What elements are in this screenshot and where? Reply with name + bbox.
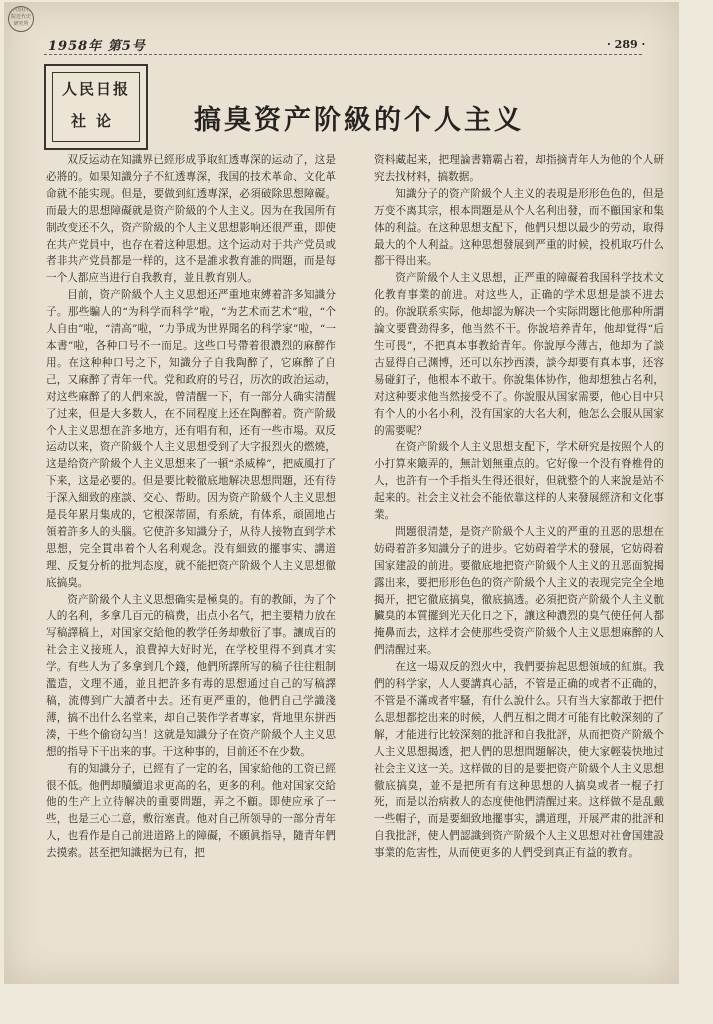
newspaper-page	[4, 2, 679, 984]
issue-label: 1958年 第5号	[48, 39, 146, 54]
right-column	[374, 152, 664, 862]
library-stamp	[8, 6, 34, 32]
column-box	[44, 64, 148, 150]
stamp-text: 中国社科院近代史研究所	[10, 7, 31, 27]
left-column	[46, 152, 336, 862]
paragraph: 在这一場双反的烈火中，我們要拚起思想領域的紅旗。我們的科学家，人人要講真心話，不管是正确的或者不正确的，不管是不滿或者牢騷，有什么說什么。只有当大家都敢于把什么思想都挖出来的时候，人們互相之間才可能有比較深刻的了解，才能进行比较深刻的批評和自我批評，从而把资产阶級个人主义思想揭透，把人們的思想問題解决，使大家輕装快地过社会主义这一关。这样做的目的是要把资产阶級个人主义思想徹底搞臭，並不是把所有有这种思想的人搞臭或者一棍子打死，而是以治病救人的态度使他們清醒过来。这样做不是乱戴一些帽子，而是要細致地擺事实，講道理，开展严肃的批評和自我批評，使人們認識到资产阶級个人主义思想对社會国建設事業的危害性，从而使更多的人們受到真正有益的教育。	[374, 661, 664, 860]
article-title: 搞臭资产阶級的个人主义	[194, 105, 524, 136]
column-label: 社论	[70, 112, 121, 130]
paragraph: 双反运动在知識界已經形成爭取紅透專深的运动了，这是必將的。如果知識分子不紅透專深，我国的技术革命、文化革命就不能实现。但是，要做到紅透專深，必須破除思想障礙。而最大的思想障礙就是资产阶級的个人主义。因为在我国所有制改变还不久，资产阶級的个人主义思想影响还很严重，即使在共产党員中，也存在着这种思想。这个运动对于共产党员或者非共产党員都是一样的，这不是誰求教育誰的問題，而是每一个人都应当进行自我教育，並且教育别人。	[46, 154, 336, 285]
page-number: · 289 ·	[607, 38, 646, 51]
paragraph: 有的知識分子，已經有了一定的名，国家給他的工资已經很不低。他們却贖續追求更高的名，更多的利。他对国家交給他的生产上立待解决的重要問題，弄之不顧。即使应承了一些，也是三心二意，敷衍塞責。他对自己所领导的一部分青年人，也看作是自己前进道路上的障礙，不願眞指导，隨青年們去摸索。甚至把知識据为已有，把	[46, 762, 336, 860]
paragraph: 资料藏起来，把理論書籍霸占着，却指摘青年人为他的个人研究去找材料，搞数据。	[374, 154, 664, 183]
paragraph: 资产阶級个人主义思想，正严重的障礙着我国科学技术文化教育事業的前进。对这些人，正确的学术思想是談不进去的。你說联系实际，他却認为解决一个实际問題比他那种所謂論文要費劲得多，他当然不干。你說培养青年，他却覚得“后生可畏”，不把真本事教給青年。你說厚今薄古，他却为了談古显得自己渊博，还可以东抄西湊，談今却要有真本事，还容易碰釘子，他根本不敢干。你說集体协作，他却想独占名利，对这种要求他当然接受不了。你說服从国家需要，他心目中只有个人的小名小利，没有国家的大名大利，他怎么会服从国家的需要呢？	[374, 272, 664, 437]
paragraph: 在资产阶級个人主义思想支配下，学术研究是按照个人的小打算來簸弄的，無計划無重点的。它好像一个没有脊椎骨的人，也許有一个手指头生得还很好，但就整个的人来說是站不起来的。社会主义社会不能依靠这样的人来發展經济和文化事業。	[374, 441, 664, 522]
paragraph: 目前，资产阶級个人主义思想还严重地束縛着許多知識分子。那些騙人的“为科学而科学”啦，“为艺术而艺术”啦，“个人自由”啦，“清高”啦，“力爭成为世界聞名的科学家”啦，“一本書”啦，各种口号不一而足。这些口号帶着很濃烈的麻醉作用。在这种种口号之下，知識分子自我陶醉了，它麻醉了自己，又麻醉了青年一代。党和政府的号召，历次的政治运动，对这些麻醉了的人們來說，曾清醒一下，有一部分人确实清醒了过来，但是大多数人，在不同程度上还在陶醉着。资产阶級个人主义思想在許多地方，还有唱有和，还有一些市場。双反运动以来，资产阶級个人主义思想受到了大字报烈火的燃燒，这是给资产阶級个人主义思想来了一頓“杀威棒”，把威風打了下来，这是必要的。但是要比較徹底地解决思想問題，还有待于深入細致的座談、交心、帮助。因为资产阶級个人主义思想是長年累月集成的，它根深蒂固，有系統，有体系，頑固地占領着許多人的头腦。它使許多知識分子，从待人接物直到学术思想，完全貫串着个人名利观念。没有細致的擺事实、講道理、反复分析的批判态度，就不能把资产阶級个人主义思想徹底搞臭。	[46, 289, 336, 589]
publication-name: 人民日报	[61, 80, 130, 98]
paragraph: 問題很清楚，是资产阶級个人主义的严重的丑恶的思想在妨碍着許多知識分子的进步。它妨碍着学术的發展，它妨碍着国家建設的前进。要徹底地把资产阶級个人主义的丑恶面貌揭露出来，要把形形色色的资产阶級个人主义的表现完完全全地揭开，把它徹底搞臭，徹底搞透。必須把资产阶級个人主义骯臟臭的本質擺到光天化日之下，讓这种濃烈的臭气使任何人都掩鼻而去，这样才会使那些受资产阶級个人主义思想麻醉的人們清醒过来。	[374, 525, 664, 657]
header-divider	[44, 54, 642, 55]
paragraph: 资产阶級个人主义思想确实是極臭的。有的教師，为了个人的名利，多拿几百元的稿费，出点小名气，把主要精力放在写稿譯稿上，对国家交給他的教学任务却敷衍了事。讓成百的社会主义接班人，浪費掉大好时光，在学校里得不到真才实学。有些人为了多拿到几个錢，他們所譯所写的稿子往往粗制濫造，文理不通，並且把許多有毒的思想通过自己的写稿譯稿，流傳到广大讀者中去。还有更严重的，他們自己学識淺薄，搞不出什么名堂来，却自己裝作学者專家，背地里东拼西湊，干些个偷窃勾当！这就是知識分子在资产阶級个人主义思想的指导下干出来的事。干这种事的，目前还不在少数。	[46, 593, 336, 758]
paragraph: 知識分子的资产阶級个人主义的表現是形形色色的，但是万变不离其宗，根本問題是从个人名利出發，而不顧国家和集体的利益。在这种思想支配下，他們只想以最少的劳动，取得最大的个人利益。这种思想發展到严重的时候，投机取巧什么都干得出来。	[374, 187, 664, 268]
